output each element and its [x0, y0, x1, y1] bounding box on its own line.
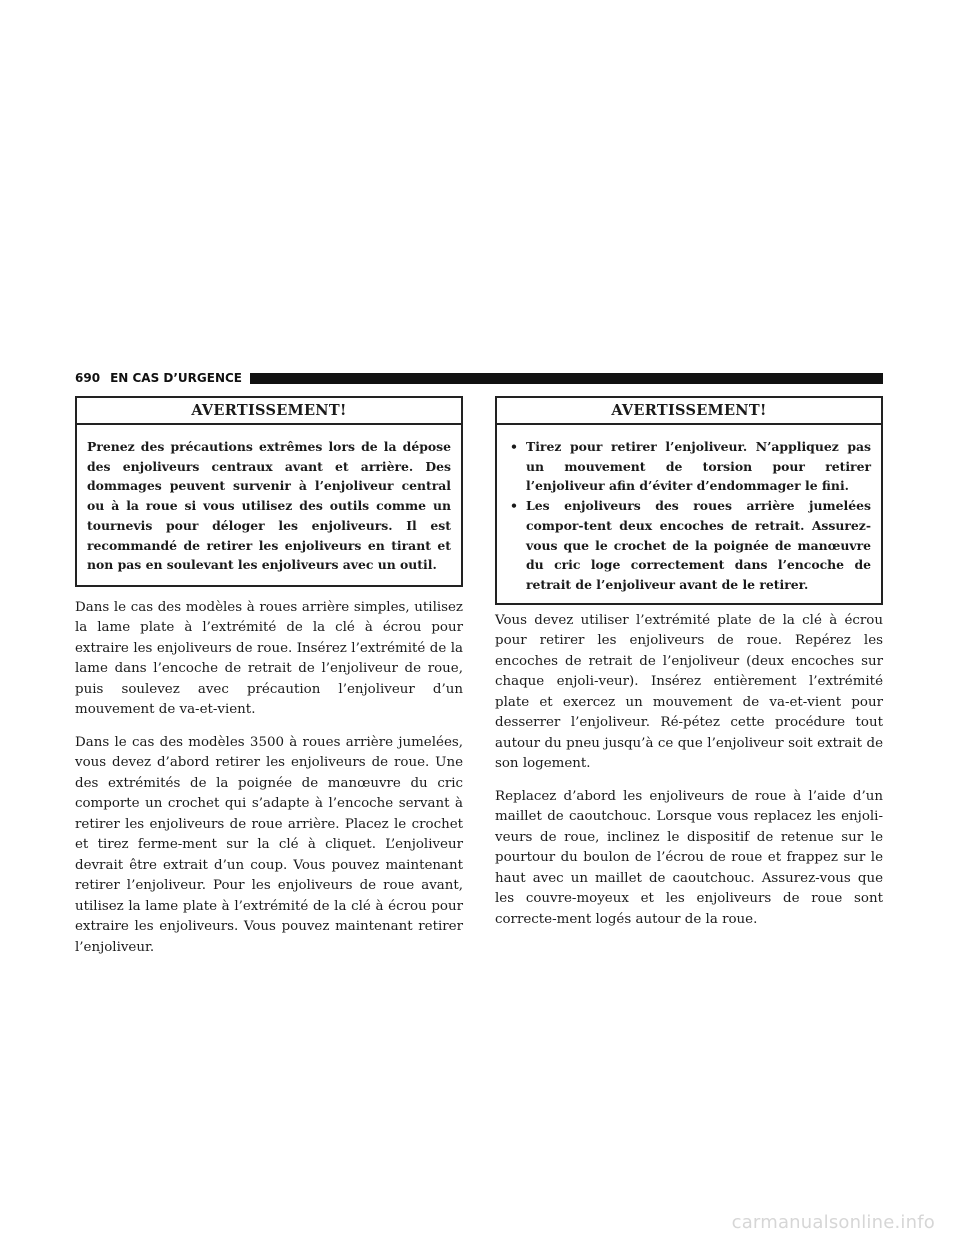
warning-box-right: [495, 396, 883, 605]
warning-item-text: Les enjoliveurs des roues arrière jumelées compor-tent deux encoches de retrait. Assurez-vous que le crochet de la poignée de manœuvre du cric loge correctement dans l’encoche de retrait de l’enjoliveur avant de le retirer.: [526, 498, 871, 592]
warning-text: Prenez des précautions extrêmes lors de la dépose des enjoliveurs centraux avant et arrière. Des dommages peuvent survenir à l’enjoliveur central ou à la roue si vous utilisez des outils comme un tournevis pour déloger les enjoliveurs. Il est recommandé de retirer les enjoliveurs en tirant et non pas en soulevant les enjoliveurs avec un outil.: [87, 439, 451, 573]
left-column: [75, 396, 463, 958]
warning-title: AVERTISSEMENT!: [497, 398, 881, 425]
section-title: EN CAS D’URGENCE: [110, 371, 242, 385]
header-rule: [250, 373, 883, 384]
page-number: 690: [75, 371, 101, 385]
bullet-icon: •: [510, 498, 518, 514]
warning-box-left: [75, 396, 463, 587]
warning-title: AVERTISSEMENT!: [77, 398, 461, 425]
bullet-icon: •: [510, 439, 518, 454]
body-paragraph: Dans le cas des modèles à roues arrière simples, utilisez la lame plate à l’extrémité de la clé à écrou pour extraire les enjoliveurs de roue. Insérez l’extrémité de la lame dans l’encoche de retrait de l’enjoliveur de roue, puis soulevez avec précaution l’enjoliveur d’un mouvement de va-et-vient.: [75, 599, 463, 718]
warning-list-item: [507, 496, 871, 595]
warning-list: [497, 425, 881, 603]
warning-item-text: Tirez pour retirer l’enjoliveur. N’appliquez pas un mouvement de torsion pour retirer l’enjoliveur afin d’éviter d’endommager le fini.: [526, 439, 871, 494]
body-paragraph: Vous devez utiliser l’extrémité plate de la clé à écrou pour retirer les enjoliveurs de roue. Repérez les encoches de retrait de l’enjoliveur (deux encoches sur chaque enjoli-veur). Insérez entièrement l’extrémité plate et exercez un mouvement de va-et-vient pour desserrer l’enjoliveur. Ré-pétez cette procédure tout autour du pneu jusqu’à ce que l’enjoliveur soit extrait de son logement.: [495, 612, 883, 772]
body-paragraph: Dans le cas des modèles 3500 à roues arrière jumelées, vous devez d’abord retirer les enjoliveurs de roue. Une des extrémités de la poignée de manœuvre du cric comporte un crochet qui s’adapte à l’encoche servant à retirer les enjoliveurs de roue arrière. Placez le crochet et tirez ferme-ment sur la clé à cliquet. L’enjoliveur devrait être extrait d’un coup. Vous pouvez maintenant retirer l’enjoliveur. Pour les enjoliveurs de roue avant, utilisez la lame plate à l’extrémité de la clé à écrou pour extraire les enjoliveurs. Vous pouvez maintenant retirer l’enjoliveur.: [75, 734, 463, 955]
right-column: [495, 396, 883, 930]
watermark: carmanualsonline.info: [731, 1212, 935, 1233]
warning-list-item: [507, 437, 871, 496]
page-header: [75, 370, 883, 386]
body-paragraph: Replacez d’abord les enjoliveurs de roue à l’aide d’un maillet de caoutchouc. Lorsque vous replacez les enjoli-veurs de roue, inclinez le dispositif de retenue sur le pourtour du boulon de l’écrou de roue et frappez sur le haut avec un maillet de caoutchouc. Assurez-vous que les couvre-moyeux et les enjoliveurs de roue sont correcte-ment logés autour de la roue.: [495, 788, 883, 927]
